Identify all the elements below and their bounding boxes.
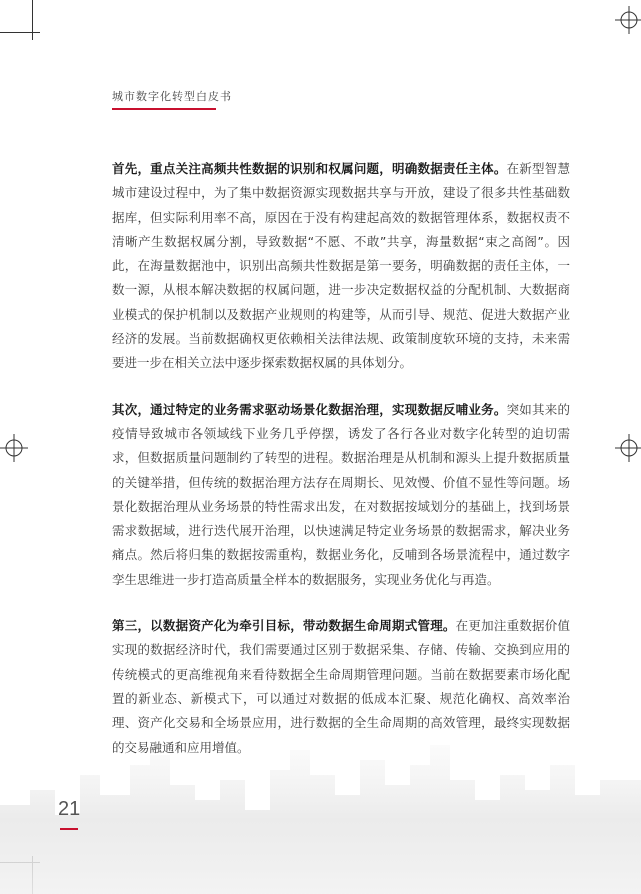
- paragraph-1-lead: 首先，重点关注高频共性数据的识别和权属问题，明确数据责任主体。: [112, 161, 507, 176]
- page-number: 21: [58, 798, 81, 820]
- registration-mark-right: [605, 430, 641, 466]
- paragraph-2-lead: 其次，通过特定的业务需求驱动场景化数据治理，实现数据反哺业务。: [112, 401, 507, 417]
- body-content: [112, 157, 570, 782]
- paragraph-2: [112, 398, 570, 592]
- registration-mark-top-right: [605, 2, 641, 38]
- paragraph-2-body: 突如其来的疫情导致城市各领域线下业务几乎停摆，诱发了各行各业对数字化转型的迫切需求，但数据质量问题制约了转型的进程。数据治理是从机制和源头上提升数据质量的关键举措，但传统的数据治理方法存在周期长、见效慢、价值不显性等问题。场景化数据治理从业务场景的特性需求出发，在对数据按域划分的基础上，找到场景需求数据域，进行迭代展开治理，以快速满足特定业务场景的数据需求，解决业务痛点。然后将归集的数据按需重构，数据业务化，反哺到各场景流程中，通过数字孪生思维进一步打造高质量全样本的数据服务，实现业务优化与再造。: [112, 401, 570, 587]
- page-number-underline: [60, 828, 78, 830]
- paragraph-3-lead: 第三，以数据资产化为牵引目标，带动数据生命周期式管理。: [112, 618, 456, 634]
- header-accent-line: [112, 108, 216, 110]
- crop-mark-top-left-h: [0, 32, 40, 33]
- paragraph-1-body: 在新型智慧城市建设过程中，为了集中数据资源实现数据共享与开放，建设了很多共性基础数据库，但实际利用率不高，原因在于没有构建起高效的数据管理体系，数据权责不清晰产生数据权属分割，导致数据“不愿、不敢”共享，海量数据“束之高阁”。因此，在海量数据池中，识别出高频共性数据是第一要务，明确数据的责任主体，一数一源，从根本解决数据的权属问题，进一步决定数据权益的分配机制、大数据商业模式的保护机制以及数据产业规则的构建等，从而引导、规范、促进大数据产业经济的发展。当前数据确权更依赖相关法律法规、政策制度软环境的支持，未来需要进一步在相关立法中逐步探索数据权属的具体划分。: [112, 161, 570, 371]
- city-skyline-decoration: [0, 735, 641, 894]
- paragraph-1: [112, 157, 570, 376]
- registration-mark-left: [0, 430, 36, 466]
- paragraph-3-body: 在更加注重数据价值实现的数据经济时代，我们需要通过区别于数据采集、存储、传输、交换到应用的传统模式的更高维视角来看待数据全生命周期管理问题。当前在数据要素市场化配置的新业态、新模式下，可以通过对数据的低成本汇聚、规范化确权、高效率治理、资产化交易和全场景应用，进行数据的全生命周期的高效管理，最终实现数据的交易融通和应用增值。: [112, 618, 570, 755]
- crop-mark-top-left-v: [32, 0, 33, 40]
- running-header: 城市数字化转型白皮书: [112, 90, 232, 103]
